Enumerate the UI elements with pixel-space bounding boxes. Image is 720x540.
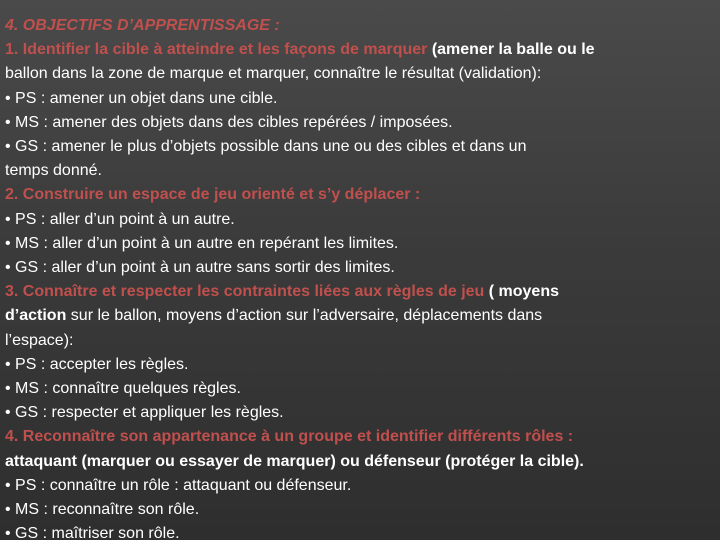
section-2-item-gs: • GS : aller d’un point à un autre sans sortir des limites. xyxy=(5,259,395,277)
slide-body xyxy=(5,14,717,540)
section-3-paren: ( moyens xyxy=(484,283,559,301)
section-3-paren-bold: d’action xyxy=(5,307,67,325)
section-2-item-ms: • MS : aller d’un point à un autre en repérant les limites. xyxy=(5,234,399,252)
section-3-heading-line xyxy=(5,280,717,304)
section-1-item-gs-continued: temps donné. xyxy=(5,162,102,180)
section-2-item-ps: • PS : aller d’un point à un autre. xyxy=(5,210,235,228)
section-4-heading: 4. Reconnaître son appartenance à un groupe et identifier différents rôles : xyxy=(5,428,574,446)
section-4-item-ms: • MS : reconnaître son rôle. xyxy=(5,501,200,519)
section-1-paren: (amener la balle ou le xyxy=(427,41,595,59)
section-3-paren-line-3: l’espace): xyxy=(5,331,74,349)
section-1-heading-line xyxy=(5,38,717,62)
section-4-item-ps: • PS : connaître un rôle : attaquant ou défenseur. xyxy=(5,476,352,494)
section-4-roles: attaquant (marquer ou essayer de marquer) ou défenseur (protéger la cible). xyxy=(5,452,584,470)
section-3-paren-line-2 xyxy=(5,304,717,328)
section-1-paren-continued: ballon dans la zone de marque et marquer, connaître le résultat (validation): xyxy=(5,65,542,83)
section-1-item-ps: • PS : amener un objet dans une cible. xyxy=(5,89,278,107)
section-3-item-gs: • GS : respecter et appliquer les règles. xyxy=(5,404,284,422)
section-1-heading: 1. Identifier la cible à atteindre et les façons de marquer xyxy=(5,41,428,59)
section-2-heading: 2. Construire un espace de jeu orienté et s’y déplacer : xyxy=(5,186,421,204)
section-1-item-ms: • MS : amener des objets dans des cibles repérées / imposées. xyxy=(5,113,453,131)
slide-title: 4. OBJECTIFS D’APPRENTISSAGE : xyxy=(5,17,280,34)
section-3-paren-rest: sur le ballon, moyens d’action sur l’adversaire, déplacements dans xyxy=(66,307,543,325)
section-1-item-gs: • GS : amener le plus d’objets possible dans une ou des cibles et dans un xyxy=(5,138,527,156)
section-4-item-gs: • GS : maîtriser son rôle. xyxy=(5,525,180,540)
section-3-item-ms: • MS : connaître quelques règles. xyxy=(5,380,241,398)
section-3-item-ps: • PS : accepter les règles. xyxy=(5,355,189,373)
section-3-heading: 3. Connaître et respecter les contraintes liées aux règles de jeu xyxy=(5,283,485,301)
